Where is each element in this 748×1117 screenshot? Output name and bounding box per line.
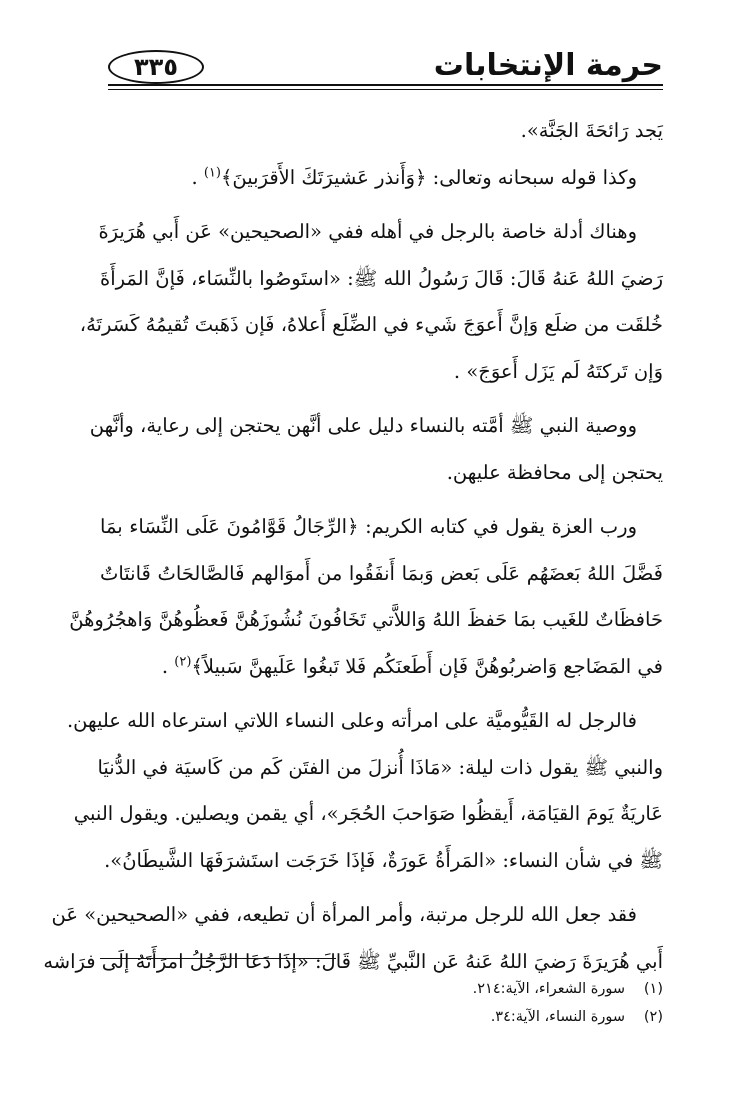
text-line: يَجد رَائحَةَ الجَنَّة». (520, 119, 663, 142)
text-line: خُلقَت من ضلَع وَإنَّ أَعوَجَ شَيء في الضِّلَع أَعلاهُ، فَإن ذَهَبتَ تُقيمُهُ كَسَرتَهُ، (79, 313, 663, 336)
paragraph (69, 504, 663, 690)
footnote-number: (٢) (643, 1009, 663, 1025)
footnote-2 (300, 1003, 663, 1031)
text-line: ورب العزة يقول في كتابه الكريم: ﴿الرِّجَالُ قَوَّامُونَ عَلَى النِّسَاء بمَا (100, 515, 637, 538)
paragraph (100, 108, 663, 155)
main-text (43, 108, 663, 985)
footnote-1 (300, 975, 663, 1003)
text-line: فالرجل له القَيُّوميَّة على امرأته وعلى النساء اللاتي استرعاه الله عليهن. (66, 709, 637, 732)
footnotes (300, 975, 663, 1031)
footnote-text: سورة الشعراء، الآية:٢١٤. (472, 981, 625, 997)
text-line-trail: . (191, 165, 204, 189)
text-line: يحتجن إلى محافظة عليهن. (446, 460, 663, 484)
text-line: وهناك أدلة خاصة بالرجل في أهله ففي «الصحيحين» عَن أَبي هُرَيرَةَ (98, 220, 637, 243)
footnote-separator (100, 958, 336, 959)
page-header (108, 44, 663, 90)
text-line (100, 644, 663, 691)
text-line: والنبي ﷺ يقول ذات ليلة: «مَاذَا أُنزلَ من الفتَن كَم من كَاسيَة في الدُّنيَا (97, 755, 663, 779)
text-line-content: وكذا قوله سبحانه وتعالى: ﴿وَأَنذر عَشيرَتَكَ الأَقرَبينَ﴾ (220, 165, 637, 189)
footnote-ref-2: (٢) (174, 654, 192, 669)
text-line-content: في المَضَاجع وَاضربُوهُنَّ فَإن أَطَعنَكُم فَلا تَبغُوا عَلَيهنَّ سَبيلاً﴾ (191, 654, 663, 678)
text-line: حَافظَاتٌ للغَيب بمَا حَفظَ اللهُ وَاللاَّتي تَخَافُونَ نُشُوزَهُنَّ فَعظُوهُنَّ وَاهجُرُوهُنَّ (69, 608, 663, 631)
header-rule-thin (108, 89, 663, 90)
paragraph (89, 403, 663, 496)
footnote-text: سورة النساء، الآية:٣٤. (490, 1009, 625, 1025)
text-line: وَإن تَركتَهُ لَم يَزَل أَعوَجَ» . (453, 359, 663, 383)
footnote-number: (١) (643, 981, 663, 997)
text-line-trail: . (161, 654, 175, 678)
footnote-ref-1: (١) (203, 165, 221, 180)
page-number: ٣٣٥ (134, 53, 178, 81)
text-line: فَضَّلَ اللهُ بَعضَهُم عَلَى بَعض وَبمَا أَنفَقُوا من أَموَالهم فَالصَّالحَاتُ قَانتَاتٌ (100, 561, 663, 585)
text-line: عَاريَةٌ يَومَ القيَامَة، أَيقظُوا صَوَاحبَ الحُجَر»، أي يقمن ويصلين. ويقول النبي (73, 802, 663, 825)
header-rule (108, 84, 663, 86)
paragraph (79, 209, 663, 395)
page-number-badge (108, 50, 204, 84)
text-line: ﷺ في شأن النساء: «المَرأَةُ عَورَةٌ، فَإذَا خَرَجَت استَشرَفَهَا الشَّيطَانُ». (104, 848, 663, 872)
text-line (100, 155, 663, 202)
paragraph (100, 155, 663, 202)
paragraph (66, 698, 663, 884)
text-line: فقد جعل الله للرجل مرتبة، وأمر المرأة أن تطيعه، ففي «الصحيحين» عَن (51, 903, 637, 926)
text-line: رَضيَ اللهُ عَنهُ قَالَ: قَالَ رَسُولُ الله ﷺ: «استَوصُوا بالنِّسَاء، فَإنَّ المَرأَةَ (100, 266, 663, 290)
paragraph (43, 892, 663, 985)
text-line: أَبي هُرَيرَةَ رَضيَ اللهُ عَنهُ عَن النَّبيِّ ﷺ قَالَ: «إذَا دَعَا الرَّجُلُ امرَأَتَهُ إلَى فرَاشه (43, 949, 663, 973)
running-title: حرمة الإنتخابات (433, 48, 663, 83)
text-line: ووصية النبي ﷺ أمَّته بالنساء دليل على أنَّهن يحتجن إلى رعاية، وأنَّهن (89, 414, 637, 437)
